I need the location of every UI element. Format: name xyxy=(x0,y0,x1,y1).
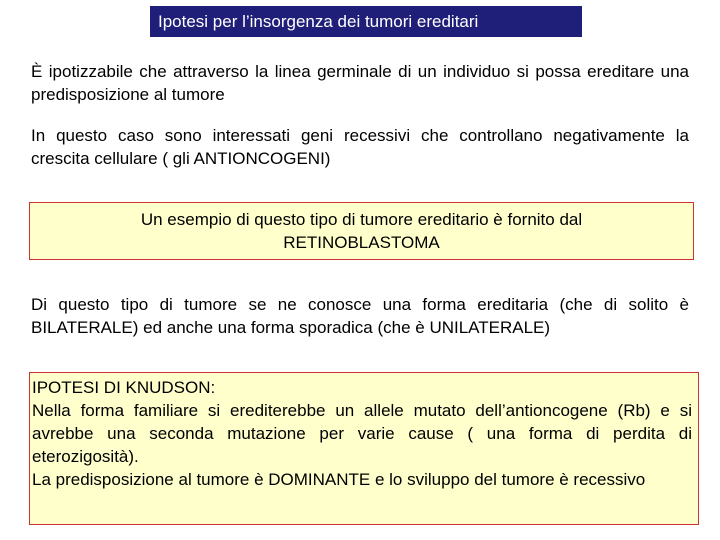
knudson-heading: IPOTESI DI KNUDSON: xyxy=(32,378,216,397)
slide-title: Ipotesi per l’insorgenza dei tumori ereditari xyxy=(150,6,582,37)
antioncogeni-paragraph: In questo caso sono interessati geni recessivi che controllano negativamente la crescita cellulare ( gli ANTIONCOGENI) xyxy=(31,126,689,168)
highlight-line-2: RETINOBLASTOMA xyxy=(283,233,440,252)
knudson-text-2: La predisposizione al tumore è DOMINANTE e lo sviluppo del tumore è recessivo xyxy=(32,470,646,489)
retinoblastoma-highlight-box xyxy=(29,202,694,260)
highlight-line-1: Un esempio di questo tipo di tumore ereditario è fornito dal xyxy=(140,210,583,229)
knudson-hypothesis-box xyxy=(29,372,699,525)
forms-paragraph: Di questo tipo di tumore se ne conosce una forma ereditaria (che di solito è BILATERALE) ed anche una forma sporadica (che è UNILATERALE) xyxy=(31,295,689,337)
knudson-text-1: Nella forma familiare si erediterebbe un allele mutato dell’antioncogene (Rb) e si avrebbe una seconda mutazione per varie cause ( una forma di perdita di eterozigosità). xyxy=(32,401,692,466)
intro-paragraph: È ipotizzabile che attraverso la linea germinale di un individuo si possa ereditare una predisposizione al tumore xyxy=(31,62,689,104)
